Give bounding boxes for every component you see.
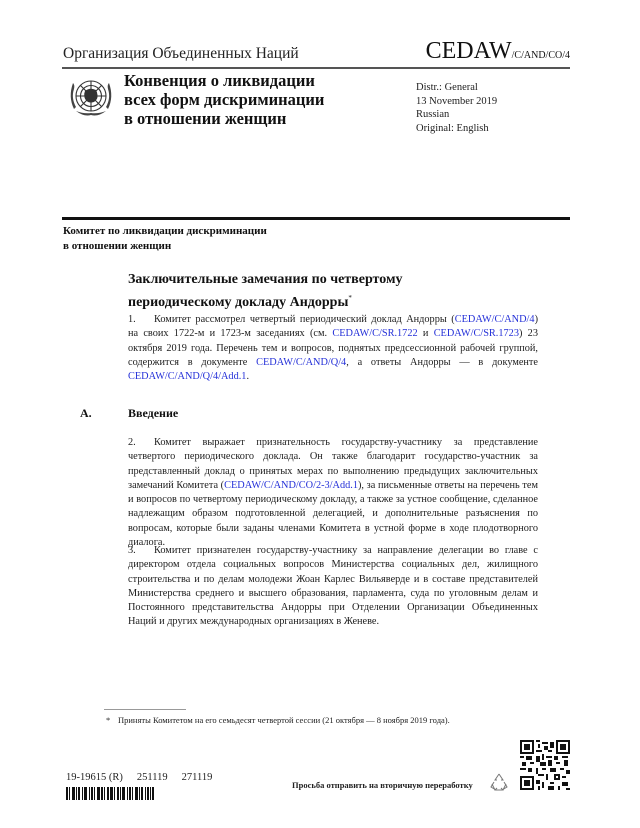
original-language-line: Original: English bbox=[416, 122, 489, 134]
document-link[interactable]: CEDAW/C/AND/4 bbox=[454, 314, 535, 325]
paragraph-number: 1. bbox=[128, 314, 136, 325]
document-link[interactable]: CEDAW/C/SR.1723 bbox=[433, 328, 519, 340]
section-title: Введение bbox=[128, 406, 179, 420]
language-line: Russian bbox=[416, 109, 450, 120]
paragraph-text: . bbox=[246, 371, 250, 383]
document-title bbox=[128, 271, 403, 312]
paragraph-3 bbox=[128, 544, 538, 630]
paragraph-number: 3. bbox=[128, 545, 136, 556]
paragraph-text: , а ответы Андорры — в документе bbox=[346, 356, 538, 368]
paragraph-text: ) на своих 1722-м и 1723-м заседаниях (см. bbox=[128, 314, 538, 340]
symbol-main: CEDAW bbox=[425, 38, 512, 64]
paragraph-text: Комитет рассмотрел четвертый периодический доклад Андорры ( bbox=[154, 314, 455, 325]
footnote-marker: * bbox=[106, 715, 111, 725]
document-symbol bbox=[426, 38, 570, 65]
footnote-text: Приняты Комитетом на его семьдесят четвертой сессии (21 октября — 8 ноября 2019 года). bbox=[118, 715, 450, 725]
committee-line: Комитет по ликвидации дискриминации bbox=[63, 225, 267, 237]
recycle-icon bbox=[488, 771, 510, 793]
distribution-info bbox=[416, 81, 497, 135]
paragraph-2 bbox=[128, 436, 538, 550]
committee-line: в отношении женщин bbox=[63, 240, 172, 252]
recycle-notice: Просьба отправить на вторичную переработку bbox=[292, 780, 473, 790]
paragraph-text: ) 23 октября 2019 года. Перечень тем и вопросов, поднятых предсессионной рабочей группой, содержится в документе bbox=[128, 328, 538, 368]
convention-title-line: в отношении женщин bbox=[124, 109, 287, 128]
distribution-line: Distr.: General bbox=[416, 82, 478, 93]
job-number: 19-19615 (R) bbox=[66, 772, 123, 783]
title-line: периодическому докладу Андорры bbox=[128, 295, 349, 310]
un-emblem-icon bbox=[66, 73, 116, 121]
convention-title-line: Конвенция о ликвидации bbox=[124, 71, 315, 90]
heading-divider bbox=[62, 217, 570, 220]
footnote bbox=[106, 714, 478, 726]
paragraph-text: Комитет признателен государству-участнику за направление делегации во главе с директором отдела социальных вопросов Министерства социальных дел, жилищного строительства и по делам молодежи Жоан Карлес Вильяверде и в составе представителей Министерства среднего и высшего образования, парламента, суда по уголовным делам и Постоянного представительства Андорры при Отделении Организации Объединенных Наций и других международных организациях в Женеве. bbox=[128, 545, 538, 628]
paragraph-text: Комитет выражает признательность государству-участнику за представление четвертого периодического доклада. Он также благодарит государство-участник за представленный доклад о принятых мерах по выполнению предыдущих заключительных замечаний Комитета ( bbox=[128, 437, 538, 491]
organization-name: Организация Объединенных Наций bbox=[63, 45, 299, 62]
header-divider bbox=[62, 67, 570, 69]
document-link[interactable]: CEDAW/C/AND/CO/2-3/Add.1 bbox=[224, 479, 358, 491]
footnote-divider bbox=[104, 709, 186, 710]
issue-date: 251119 bbox=[136, 772, 168, 783]
convention-title-line: всех форм дискриминации bbox=[124, 90, 325, 109]
document-link[interactable]: CEDAW/C/AND/Q/4/Add.1 bbox=[128, 371, 247, 383]
section-letter: A. bbox=[80, 406, 92, 420]
barcode-icon bbox=[66, 787, 164, 800]
convention-title bbox=[124, 71, 324, 128]
qr-code-icon bbox=[520, 739, 570, 791]
document-link[interactable]: CEDAW/C/SR.1722 bbox=[332, 328, 418, 340]
print-date: 271119 bbox=[181, 772, 213, 783]
paragraph-number: 2. bbox=[128, 437, 136, 448]
date-line: 13 November 2019 bbox=[416, 95, 498, 107]
symbol-suffix: /C/AND/CO/4 bbox=[511, 50, 570, 61]
job-number-line bbox=[66, 772, 226, 783]
footnote-marker[interactable]: * bbox=[348, 294, 352, 302]
paragraph-1 bbox=[128, 313, 538, 384]
document-link[interactable]: CEDAW/C/AND/Q/4 bbox=[256, 356, 347, 368]
committee-name bbox=[63, 224, 267, 254]
title-line: Заключительные замечания по четвертому bbox=[128, 272, 403, 287]
paragraph-text: и bbox=[417, 328, 434, 340]
section-heading-a bbox=[80, 406, 178, 421]
paragraph-text: ), за письменные ответы на перечень тем и вопросов по четвертому периодическому докладу, а также за устное сообщение, сделанное надлежащим образом подготовленной делегацией, и дополнительные разъяснения по вопросам, которые были заданы членами Комитета в устной форме в ходе плодотворного диалога. bbox=[128, 479, 538, 549]
